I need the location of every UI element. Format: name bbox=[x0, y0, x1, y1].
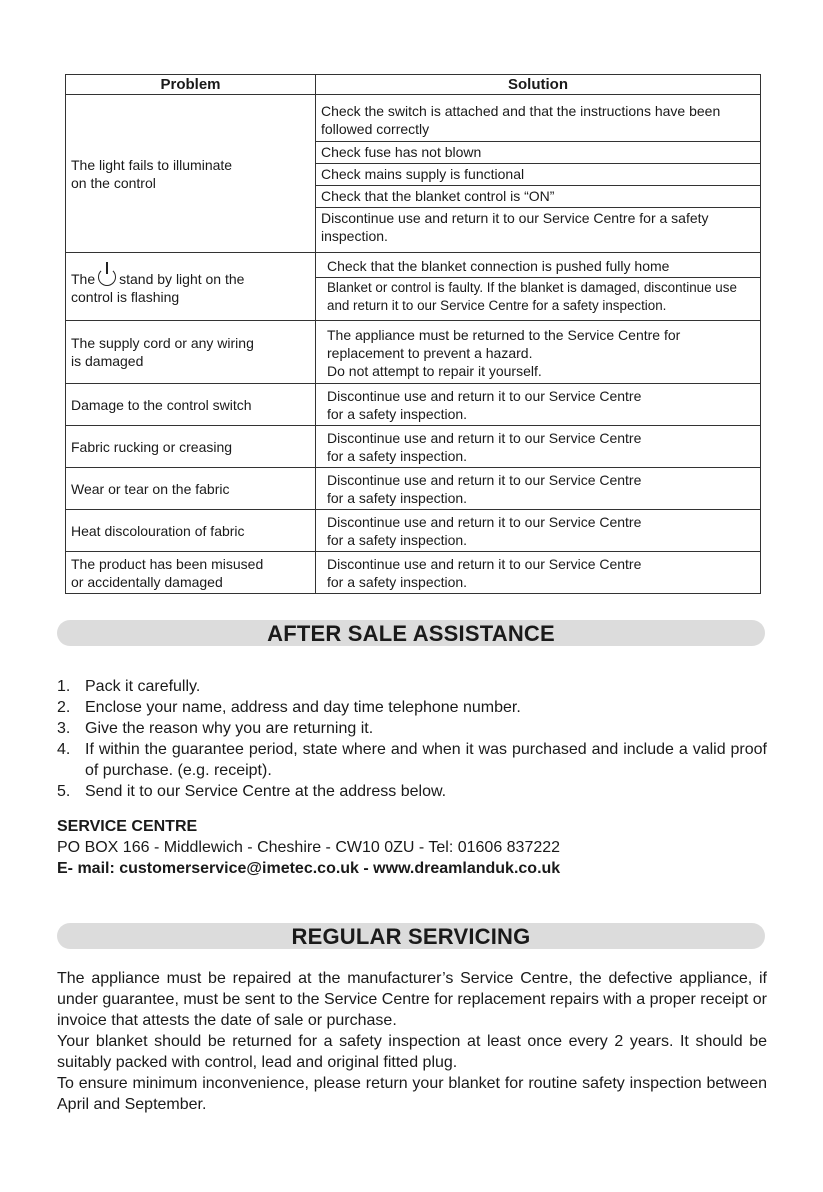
solution-line: for a safety inspection. bbox=[327, 448, 468, 464]
problem-cell: Fabric rucking or creasing bbox=[66, 426, 316, 468]
solution-cell bbox=[316, 95, 761, 253]
solution-line: Discontinue use and return it to our Service Centre for a safety inspection. bbox=[316, 207, 760, 247]
table-row bbox=[66, 321, 761, 384]
solution-line: Do not attempt to repair it yourself. bbox=[327, 362, 542, 379]
problem-cell: The light fails to illuminate on the control bbox=[66, 95, 316, 253]
solution-line: Check fuse has not blown bbox=[316, 141, 760, 163]
problem-cell: Heat discolouration of fabric bbox=[66, 510, 316, 552]
step-text: Give the reason why you are returning it. bbox=[85, 720, 374, 737]
solution-line: replacement to prevent a hazard. bbox=[327, 344, 533, 361]
problem-cell bbox=[66, 253, 316, 321]
problem-cell: The product has been misused or accidentally damaged bbox=[66, 552, 316, 594]
troubleshooting-table bbox=[65, 74, 761, 594]
table-row bbox=[66, 384, 761, 426]
problem-cell: Damage to the control switch bbox=[66, 384, 316, 426]
table-row bbox=[66, 468, 761, 510]
solution-line: Check that the blanket control is “ON” bbox=[316, 185, 760, 207]
solution-header: Solution bbox=[316, 75, 761, 95]
table-row bbox=[66, 253, 761, 321]
solution-cell bbox=[316, 321, 761, 384]
list-item bbox=[57, 739, 767, 781]
solution-cell bbox=[316, 253, 761, 321]
solution-cell bbox=[316, 510, 761, 552]
paragraph: To ensure minimum inconvenience, please return your blanket for routine safety inspection between April and September. bbox=[57, 1075, 767, 1113]
solution-line: Check mains supply is functional bbox=[316, 163, 760, 185]
table-row bbox=[66, 510, 761, 552]
step-number: 3. bbox=[57, 720, 71, 737]
solution-cell bbox=[316, 426, 761, 468]
list-item bbox=[57, 781, 767, 802]
step-number: 5. bbox=[57, 783, 71, 800]
regular-servicing-banner: REGULAR SERVICING bbox=[57, 923, 765, 949]
solution-cell bbox=[316, 468, 761, 510]
solution-line: Check that the blanket connection is pushed fully home bbox=[327, 258, 670, 274]
solution-line: Discontinue use and return it to our Service Centre bbox=[327, 556, 642, 572]
problem-cell: Wear or tear on the fabric bbox=[66, 468, 316, 510]
regular-servicing-text bbox=[57, 968, 767, 1115]
paragraph: Your blanket should be returned for a safety inspection at least once every 2 years. It should be suitably packed with control, lead and original fitted plug. bbox=[57, 1033, 767, 1071]
list-item bbox=[57, 676, 767, 697]
problem-suffix: stand by light on the bbox=[119, 270, 245, 287]
solution-line: Discontinue use and return it to our Service Centre bbox=[327, 514, 642, 530]
solution-line: for a safety inspection. bbox=[327, 532, 468, 548]
solution-line: for a safety inspection. bbox=[327, 406, 468, 422]
solution-cell bbox=[316, 384, 761, 426]
solution-line: for a safety inspection. bbox=[327, 574, 468, 590]
problem-line2: control is flashing bbox=[71, 288, 180, 305]
list-item bbox=[57, 718, 767, 739]
step-number: 2. bbox=[57, 699, 71, 716]
step-text: Enclose your name, address and day time telephone number. bbox=[85, 699, 521, 716]
solution-line: Discontinue use and return it to our Service Centre bbox=[327, 430, 642, 446]
solution-line: for a safety inspection. bbox=[327, 490, 468, 506]
solution-line: Discontinue use and return it to our Service Centre bbox=[327, 472, 642, 488]
problem-cell: The supply cord or any wiring is damaged bbox=[66, 321, 316, 384]
service-centre-address: PO BOX 166 - Middlewich - Cheshire - CW10 0ZU - Tel: 01606 837222 bbox=[57, 839, 561, 856]
paragraph: The appliance must be repaired at the manufacturer’s Service Centre, the defective appliance, if under guarantee, must be sent to the Service Centre for replacement repairs with a proper receipt or invoice that attests the date of sale or purchase. bbox=[57, 970, 767, 1029]
step-number: 4. bbox=[57, 741, 71, 758]
solution-cell bbox=[316, 552, 761, 594]
power-standby-icon bbox=[98, 268, 116, 286]
service-centre-block bbox=[57, 816, 560, 879]
problem-prefix: The bbox=[71, 270, 96, 287]
step-text: Send it to our Service Centre at the address below. bbox=[85, 783, 447, 800]
list-item bbox=[57, 697, 767, 718]
service-centre-heading: SERVICE CENTRE bbox=[57, 818, 198, 835]
solution-line: Discontinue use and return it to our Service Centre bbox=[327, 388, 642, 404]
solution-line: Blanket or control is faulty. If the blanket is damaged, discontinue use and return it to our Service Centre for a safety inspection. bbox=[316, 277, 760, 317]
solution-line: Check the switch is attached and that the instructions have been followed correctly bbox=[321, 103, 721, 137]
solution-line: The appliance must be returned to the Service Centre for bbox=[327, 326, 681, 343]
step-text: Pack it carefully. bbox=[85, 678, 201, 695]
service-centre-contact: E- mail: customerservice@imetec.co.uk - www.dreamlanduk.co.uk bbox=[57, 860, 561, 877]
table-header-row bbox=[66, 75, 761, 95]
table-row bbox=[66, 426, 761, 468]
step-number: 1. bbox=[57, 678, 71, 695]
table-row bbox=[66, 552, 761, 594]
step-text: If within the guarantee period, state where and when it was purchased and include a valid proof of purchase. (e.g. receipt). bbox=[85, 741, 767, 779]
after-sale-banner: AFTER SALE ASSISTANCE bbox=[57, 620, 765, 646]
table-row bbox=[66, 95, 761, 253]
problem-header: Problem bbox=[66, 75, 316, 95]
after-sale-steps bbox=[57, 676, 767, 802]
